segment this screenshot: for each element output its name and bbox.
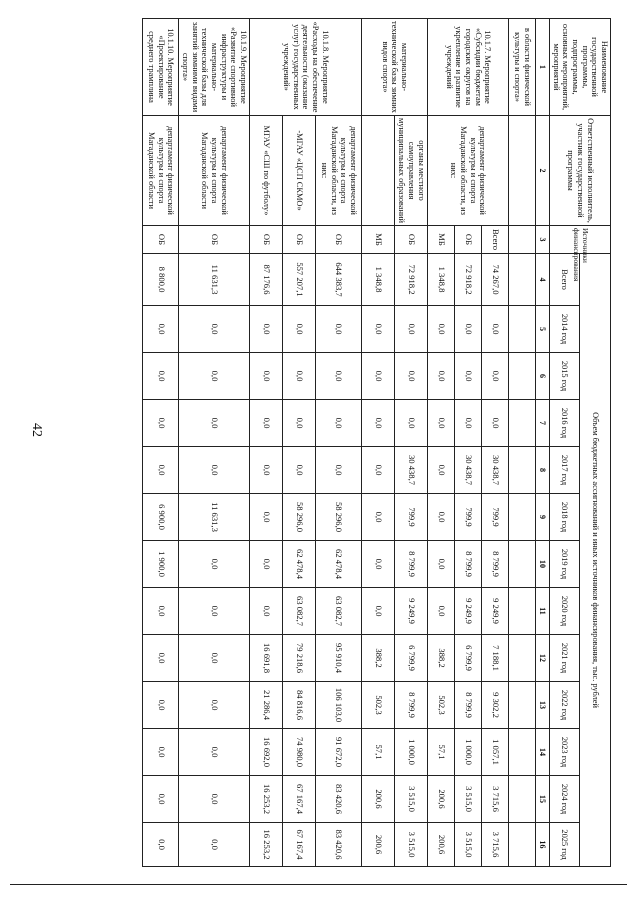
year-value-cell [509, 776, 536, 823]
column-number: 3 [536, 226, 550, 254]
year-value-cell: 502,3 [428, 682, 455, 729]
year-value-cell: 799,9 [395, 494, 428, 541]
year-value-cell: 8 799,9 [395, 682, 428, 729]
year-value-cell: 3 515,0 [455, 823, 482, 867]
year-value-cell: 0,0 [179, 353, 250, 400]
column-number: 10 [536, 541, 550, 588]
header-row-1 [579, 19, 610, 867]
year-value-cell: 388,2 [362, 635, 395, 682]
year-value-cell: 0,0 [395, 306, 428, 353]
year-value-cell: 0,0 [179, 635, 250, 682]
total-cell: 72 918,2 [395, 254, 428, 306]
year-value-cell: 3 515,0 [395, 776, 428, 823]
year-value-cell: 16 691,8 [250, 635, 283, 682]
year-value-cell: 3 715,6 [482, 823, 509, 867]
year-value-cell: 200,6 [362, 776, 395, 823]
year-value-cell: 0,0 [250, 447, 283, 494]
column-number: 2 [536, 116, 550, 226]
column-number: 16 [536, 823, 550, 867]
header-year: 2025 год [550, 823, 580, 867]
year-value-cell: 62 478,4 [316, 541, 362, 588]
column-number: 15 [536, 776, 550, 823]
column-number: 5 [536, 306, 550, 353]
table-row [316, 19, 362, 867]
year-value-cell: 9 249,9 [395, 588, 428, 635]
total-cell: 11 631,3 [179, 254, 250, 306]
year-value-cell: 0,0 [362, 353, 395, 400]
year-value-cell: 6 799,9 [455, 635, 482, 682]
table-row [143, 19, 179, 867]
source-cell: ОБ [316, 226, 362, 254]
executor-cell: МГАУ «СШ по футболу» [250, 116, 283, 226]
year-value-cell: 0,0 [362, 306, 395, 353]
year-value-cell: 83 420,6 [316, 823, 362, 867]
column-number: 14 [536, 729, 550, 776]
table-row [250, 19, 283, 867]
year-value-cell: 91 672,0 [316, 729, 362, 776]
total-cell: 1 348,8 [428, 254, 455, 306]
year-value-cell: 0,0 [428, 541, 455, 588]
year-value-cell: 0,0 [362, 400, 395, 447]
year-value-cell: 0,0 [395, 400, 428, 447]
year-value-cell: 6 799,9 [395, 635, 428, 682]
year-value-cell: 0,0 [143, 635, 179, 682]
source-cell: ОБ [250, 226, 283, 254]
year-value-cell: 0,0 [455, 306, 482, 353]
executor-cell [509, 116, 536, 226]
year-value-cell: 0,0 [455, 400, 482, 447]
table-row [395, 19, 428, 867]
source-cell: ОБ [455, 226, 482, 254]
year-value-cell: 1 000,0 [455, 729, 482, 776]
executor-cell: департамент физической культуры и спорта Магаданской области, из них: [316, 116, 362, 226]
year-value-cell: 0,0 [143, 588, 179, 635]
year-value-cell: 0,0 [428, 353, 455, 400]
source-cell [509, 226, 536, 254]
column-number: 9 [536, 494, 550, 541]
year-value-cell: 0,0 [179, 682, 250, 729]
year-value-cell: 8 799,9 [455, 541, 482, 588]
year-value-cell: 11 631,3 [179, 494, 250, 541]
header-year: 2018 год [550, 494, 580, 541]
year-value-cell: 79 218,6 [283, 635, 316, 682]
financing-table [142, 18, 611, 867]
year-value-cell: 58 296,0 [283, 494, 316, 541]
table-row [283, 19, 316, 867]
table-row [179, 19, 250, 867]
year-value-cell: 8 799,9 [455, 682, 482, 729]
source-cell: МБ [428, 226, 455, 254]
year-value-cell: 0,0 [362, 447, 395, 494]
header-year: 2015 год [550, 353, 580, 400]
total-cell: 8 800,0 [143, 254, 179, 306]
year-value-cell: 388,2 [428, 635, 455, 682]
year-value-cell [509, 353, 536, 400]
program-name-cell: в области физической культуры и спорта» [509, 19, 536, 116]
year-value-cell: 200,6 [428, 776, 455, 823]
header-year: 2020 год [550, 588, 580, 635]
column-number: 12 [536, 635, 550, 682]
year-value-cell: 9 302,2 [482, 682, 509, 729]
executor-cell: -МГАУ «ЦСП СКМО» [283, 116, 316, 226]
year-value-cell: 0,0 [179, 776, 250, 823]
year-value-cell: 95 910,4 [316, 635, 362, 682]
year-value-cell: 0,0 [250, 541, 283, 588]
year-value-cell: 200,6 [428, 823, 455, 867]
year-value-cell: 0,0 [428, 400, 455, 447]
year-value-cell: 0,0 [316, 447, 362, 494]
year-value-cell: 0,0 [482, 400, 509, 447]
header-year: 2014 год [550, 306, 580, 353]
year-value-cell: 0,0 [316, 400, 362, 447]
year-value-cell: 0,0 [428, 588, 455, 635]
year-value-cell: 9 249,9 [482, 588, 509, 635]
year-value-cell: 502,3 [362, 682, 395, 729]
year-value-cell: 1 900,0 [143, 541, 179, 588]
year-value-cell: 0,0 [179, 729, 250, 776]
year-value-cell: 0,0 [316, 306, 362, 353]
column-number: 13 [536, 682, 550, 729]
program-name-cell: 10.1.10. Мероприятие «Проектирование среднего трамплина [143, 19, 179, 116]
year-value-cell [509, 541, 536, 588]
year-value-cell: 57,1 [362, 729, 395, 776]
year-value-cell: 0,0 [362, 588, 395, 635]
year-value-cell: 0,0 [362, 541, 395, 588]
year-value-cell: 83 420,6 [316, 776, 362, 823]
year-value-cell: 106 103,0 [316, 682, 362, 729]
year-value-cell [509, 588, 536, 635]
column-number-row [536, 19, 550, 867]
year-value-cell [509, 306, 536, 353]
source-cell: ОБ [283, 226, 316, 254]
year-value-cell: 63 082,7 [316, 588, 362, 635]
year-value-cell: 16 253,2 [250, 776, 283, 823]
year-value-cell: 0,0 [143, 353, 179, 400]
year-value-cell: 0,0 [143, 447, 179, 494]
column-number: 11 [536, 588, 550, 635]
executor-cell: департамент физической культуры и спорта Магаданской области [179, 116, 250, 226]
header-source: Источники финансирования [550, 226, 611, 254]
column-number: 1 [536, 19, 550, 116]
year-value-cell: 0,0 [179, 447, 250, 494]
year-value-cell: 57,1 [428, 729, 455, 776]
total-cell: 87 176,6 [250, 254, 283, 306]
year-value-cell: 0,0 [428, 494, 455, 541]
table-row [509, 19, 536, 867]
header-financing-group: Объем бюджетных ассигнований и иных источников финансирования, тыс. рублей [579, 254, 610, 867]
year-value-cell: 30 438,7 [455, 447, 482, 494]
year-value-cell: 0,0 [143, 306, 179, 353]
year-value-cell: 0,0 [283, 400, 316, 447]
year-value-cell: 67 167,4 [283, 776, 316, 823]
total-cell: 644 383,7 [316, 254, 362, 306]
year-value-cell: 67 167,4 [283, 823, 316, 867]
year-value-cell: 30 438,7 [482, 447, 509, 494]
header-name: Наименование государственной программы, подпрограммы, основных мероприятий, мероприятий [550, 19, 611, 116]
year-value-cell [509, 682, 536, 729]
year-value-cell: 30 438,7 [395, 447, 428, 494]
bottom-rule [10, 884, 627, 885]
year-value-cell: 0,0 [428, 306, 455, 353]
header-executor: Ответственный исполнитель, участник государственной программы [550, 116, 611, 226]
year-value-cell: 62 478,4 [283, 541, 316, 588]
year-value-cell: 0,0 [143, 682, 179, 729]
year-value-cell: 63 082,7 [283, 588, 316, 635]
source-cell: Всего [482, 226, 509, 254]
year-value-cell: 0,0 [179, 306, 250, 353]
total-cell: 1 348,8 [362, 254, 395, 306]
header-year: 2024 год [550, 776, 580, 823]
year-value-cell: 0,0 [179, 541, 250, 588]
year-value-cell: 0,0 [283, 447, 316, 494]
executor-cell: департамент физической культуры и спорта Магаданской области, из них: [428, 116, 509, 226]
year-value-cell: 8 799,9 [482, 541, 509, 588]
total-cell: 72 918,2 [455, 254, 482, 306]
year-value-cell: 74 980,0 [283, 729, 316, 776]
year-value-cell: 0,0 [143, 823, 179, 867]
column-number: 4 [536, 254, 550, 306]
total-cell: 557 207,1 [283, 254, 316, 306]
program-name-cell: 10.1.9. Мероприятие «Развитие спортивной инфраструктуры и материально-технической базы для занятий зимними видами спорта» [179, 19, 250, 116]
year-value-cell: 799,9 [482, 494, 509, 541]
table-row [482, 19, 509, 867]
executor-cell: органы местного самоуправления муниципальных образований [395, 116, 428, 226]
source-cell: ОБ [395, 226, 428, 254]
year-value-cell: 0,0 [395, 353, 428, 400]
year-value-cell: 6 900,0 [143, 494, 179, 541]
header-year: 2017 год [550, 447, 580, 494]
year-value-cell: 0,0 [250, 353, 283, 400]
year-value-cell: 1 057,1 [482, 729, 509, 776]
year-value-cell: 0,0 [283, 353, 316, 400]
year-value-cell: 200,6 [362, 823, 395, 867]
year-value-cell: 0,0 [179, 400, 250, 447]
column-number: 7 [536, 400, 550, 447]
year-value-cell: 9 249,9 [455, 588, 482, 635]
year-value-cell: 0,0 [179, 823, 250, 867]
page-number: 42 [29, 423, 44, 437]
header-year: 2016 год [550, 400, 580, 447]
year-value-cell: 0,0 [143, 776, 179, 823]
year-value-cell: 1 000,0 [395, 729, 428, 776]
executor-cell [362, 116, 395, 226]
source-cell: МБ [362, 226, 395, 254]
year-value-cell: 3 515,0 [395, 823, 428, 867]
year-value-cell: 0,0 [143, 729, 179, 776]
year-value-cell: 0,0 [179, 588, 250, 635]
year-value-cell: 0,0 [143, 400, 179, 447]
year-value-cell: 0,0 [250, 494, 283, 541]
source-cell: ОБ [179, 226, 250, 254]
program-name-cell: материально-технической базы зимних видов спорта» [362, 19, 428, 116]
executor-cell: департамент физической культуры и спорта Магаданской области [143, 116, 179, 226]
year-value-cell [509, 823, 536, 867]
year-value-cell: 0,0 [250, 306, 283, 353]
rotated-table-area [56, 18, 611, 862]
table-row [362, 19, 395, 867]
year-value-cell [509, 729, 536, 776]
year-value-cell: 21 286,4 [250, 682, 283, 729]
year-value-cell: 3 715,6 [482, 776, 509, 823]
header-year: 2023 год [550, 729, 580, 776]
source-cell: ОБ [143, 226, 179, 254]
year-value-cell: 0,0 [250, 588, 283, 635]
year-value-cell: 0,0 [482, 353, 509, 400]
table-body [143, 19, 536, 867]
year-value-cell: 0,0 [250, 400, 283, 447]
year-value-cell: 8 799,9 [395, 541, 428, 588]
year-value-cell: 0,0 [482, 306, 509, 353]
header-year: 2021 год [550, 635, 580, 682]
total-cell [509, 254, 536, 306]
column-number: 8 [536, 447, 550, 494]
year-value-cell: 84 816,6 [283, 682, 316, 729]
year-value-cell: 3 515,0 [455, 776, 482, 823]
year-value-cell: 0,0 [316, 353, 362, 400]
year-value-cell: 16 692,0 [250, 729, 283, 776]
year-value-cell: 0,0 [283, 306, 316, 353]
year-value-cell [509, 635, 536, 682]
year-value-cell: 16 253,2 [250, 823, 283, 867]
year-value-cell: 58 296,0 [316, 494, 362, 541]
year-value-cell: 799,9 [455, 494, 482, 541]
header-vsego: Всего [550, 254, 580, 306]
column-number: 6 [536, 353, 550, 400]
year-value-cell [509, 447, 536, 494]
program-name-cell: 10.1.7. Мероприятие «Субсидии бюджетам городских округов на укрепление и развитие учреждений [428, 19, 509, 116]
year-value-cell: 0,0 [455, 353, 482, 400]
header-year: 2022 год [550, 682, 580, 729]
year-value-cell [509, 400, 536, 447]
header-year: 2019 год [550, 541, 580, 588]
program-name-cell: 10.1.8. Мероприятие «Расходы на обеспечение деятельности (оказание услуг) государственных учреждений» [250, 19, 362, 116]
year-value-cell: 0,0 [362, 494, 395, 541]
year-value-cell [509, 494, 536, 541]
total-cell: 74 267,0 [482, 254, 509, 306]
year-value-cell: 7 188,1 [482, 635, 509, 682]
year-value-cell: 0,0 [428, 447, 455, 494]
